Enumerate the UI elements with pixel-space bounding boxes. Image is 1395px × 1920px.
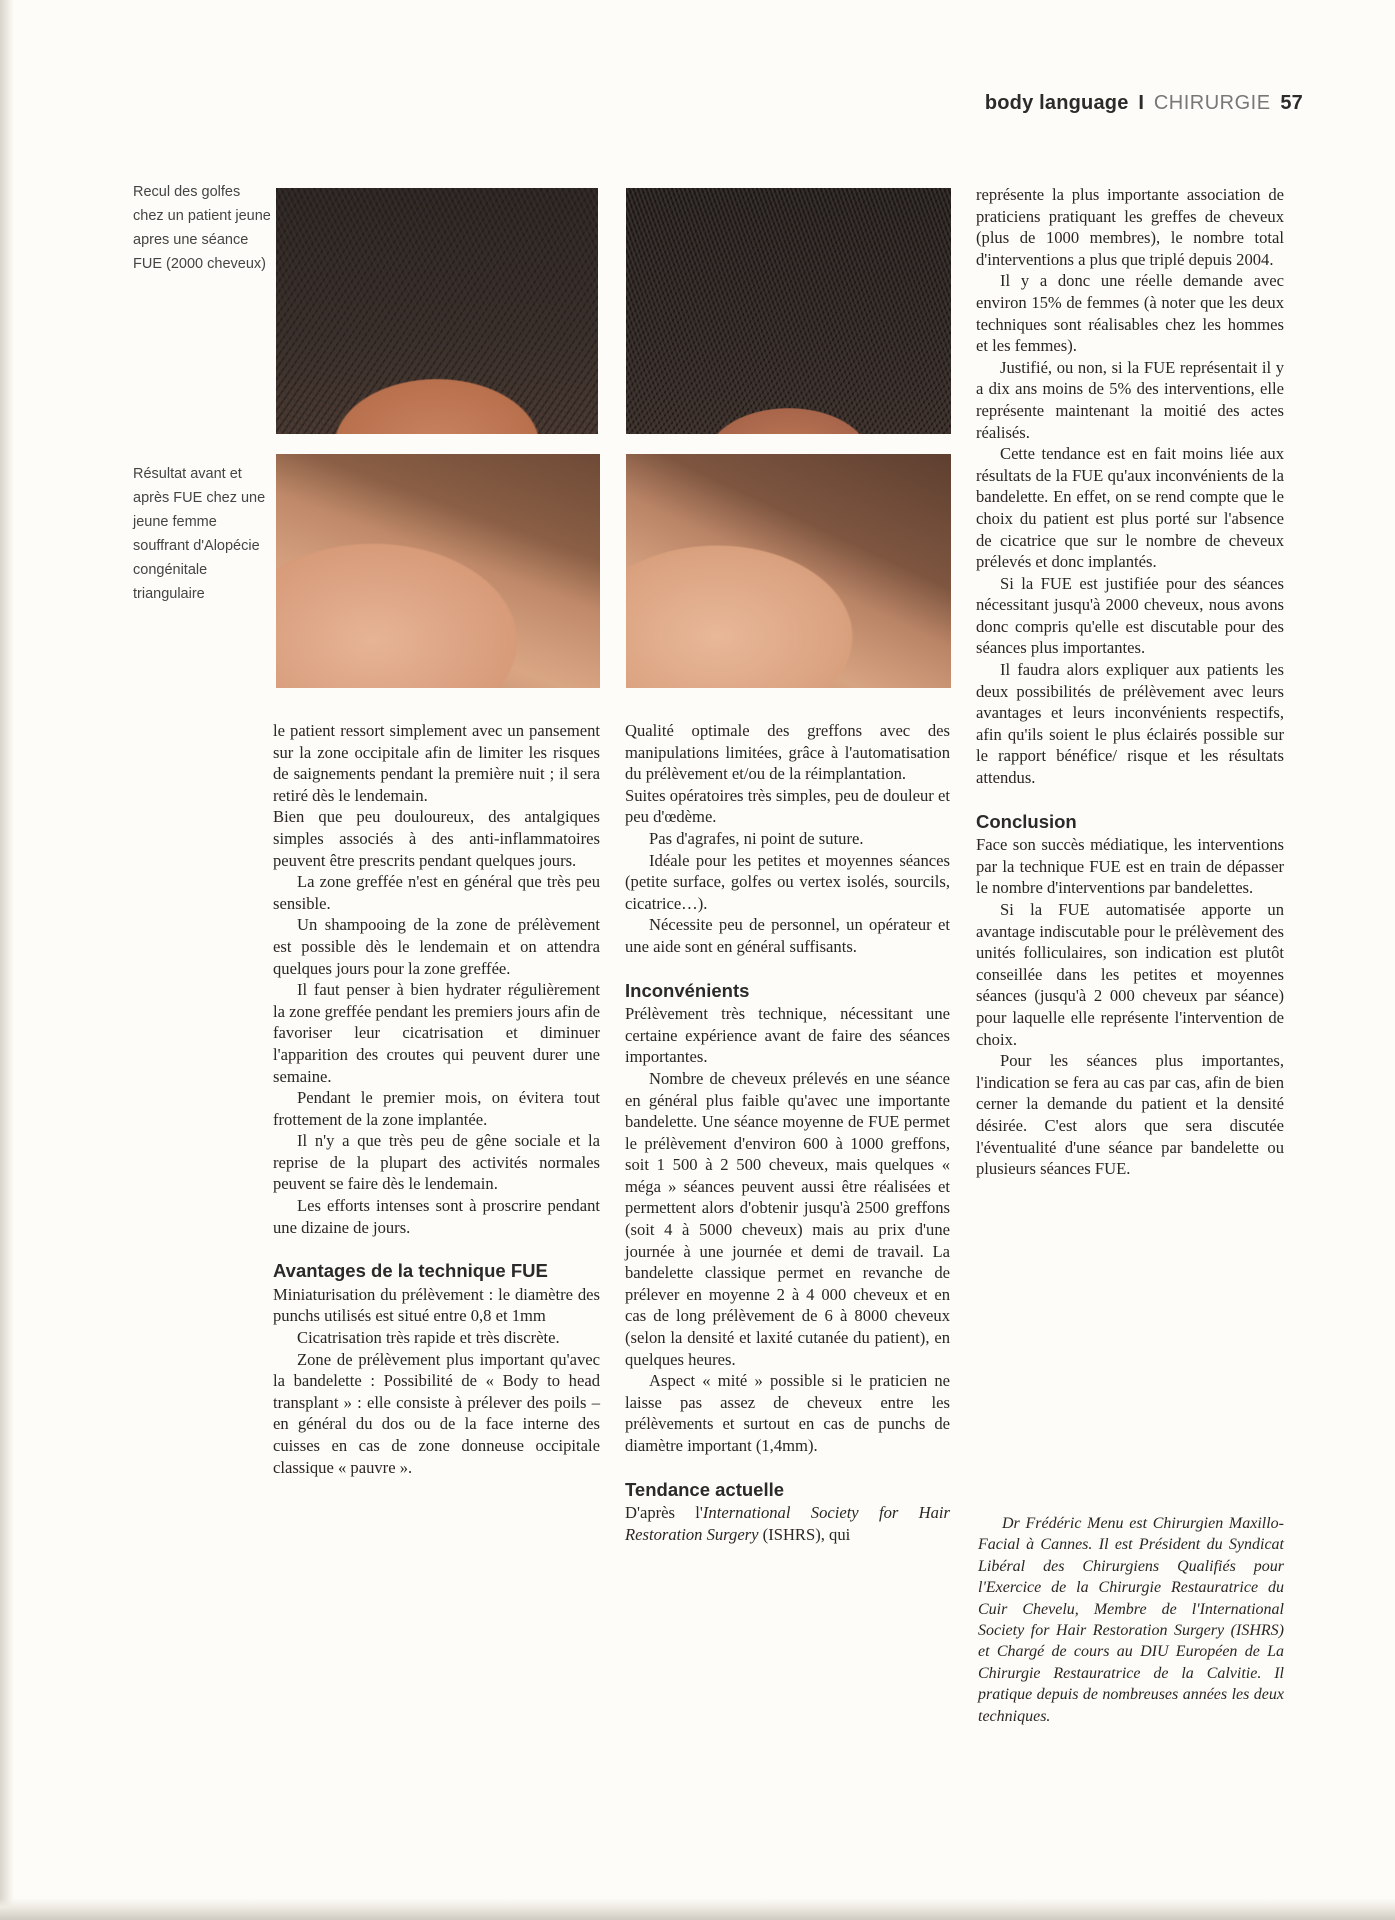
scan-edge — [0, 0, 14, 1920]
heading-avantages: Avantages de la technique FUE — [273, 1260, 548, 1282]
col3-paragraph: représente la plus importante association de praticiens pratiquant les greffes de cheveux (plus de 1000 membres), le nombre total d'interventions a plus que triplé depuis 2004. — [976, 185, 1284, 269]
col3-paragraph: Si la FUE automatisée apporte un avantage indiscutable pour le prélèvement des unités folliculaires, son indication est plutôt conseillée dans les petites et moyennes séances (jusqu'à 2 000 cheveux par séance) pour laquelle elle représente l'intervention de choix. — [976, 900, 1284, 1049]
magazine-brand: body language — [984, 92, 1129, 114]
col3-paragraph: Justifié, ou non, si la FUE représentait il y a dix ans moins de 5% des interventions, elle représente maintenant la moitié des actes réalisés. — [976, 357, 1284, 442]
running-header — [985, 92, 1303, 115]
col3-paragraph: Face son succès médiatique, les interventions par la technique FUE est en train de dépasser le nombre d'interventions par bandelettes. — [976, 835, 1284, 898]
col1-paragraph: Un shampooing de la zone de prélèvement est possible dès le lendemain et on attendra quelques jours pour la zone greffée. — [273, 915, 600, 978]
heading-conclusion: Conclusion — [976, 810, 1077, 832]
col1-paragraph: La zone greffée n'est en général que très peu sensible. — [273, 872, 600, 913]
col2-paragraph: Nécessite peu de personnel, un opérateur et une aide sont en général suffisants. — [625, 915, 950, 956]
column-3 — [976, 184, 1284, 1180]
column-1 — [273, 720, 600, 1478]
photo-caption-2: Résultat avant et après FUE chez une jeune femme souffrant d'Alopécie congénitale triangulaire — [133, 466, 266, 602]
col1-paragraph: Les efforts intenses sont à proscrire pendant une dizaine de jours. — [273, 1196, 600, 1237]
col3-paragraph: Il y a donc une réelle demande avec environ 15% de femmes (à noter que les deux techniques sont réalisables chez les hommes et les femmes). — [976, 271, 1284, 356]
page-number: 57 — [1280, 92, 1303, 114]
photo-caption-1: Recul des golfes chez un patient jeune apres une séance FUE (2000 cheveux) — [133, 184, 271, 272]
col1-paragraph: Il n'y a que très peu de gêne sociale et la reprise de la plupart des activités normales peuvent se faire dès le lendemain. — [273, 1131, 600, 1194]
col2-paragraph: Prélèvement très technique, nécessitant une certaine expérience avant de faire des séances importantes. — [625, 1004, 950, 1067]
col1-paragraph: Bien que peu douloureux, des antalgiques simples associés à des anti-inflammatoires peuvent être prescrits pendant quelques jours. — [273, 807, 600, 870]
tendance-suffix: (ISHRS), qui — [758, 1524, 851, 1544]
col1-paragraph: Pendant le premier mois, on évitera tout frottement de la zone implantée. — [273, 1088, 600, 1129]
photo-before-hairline-male — [276, 188, 598, 434]
heading-tendance: Tendance actuelle — [625, 1478, 785, 1500]
col1-paragraph: le patient ressort simplement avec un pansement sur la zone occipitale afin de limiter les risques de saignements pendant la première nuit ; il sera retiré dès le lendemain. — [273, 721, 600, 805]
scan-bottom-edge — [0, 1898, 1395, 1920]
col2-paragraph: Pas d'agrafes, ni point de suture. — [649, 828, 864, 848]
col2-paragraph: Qualité optimale des greffons avec des manipulations limitées, grâce à l'automatisation du prélèvement et/ou de la réimplantation. — [625, 721, 950, 784]
col2-paragraph: Idéale pour les petites et moyennes séances (petite surface, golfes ou vertex isolés, sourcils, cicatrice…). — [625, 850, 950, 913]
heading-inconvenients: Inconvénients — [625, 979, 750, 1001]
author-bio: Dr Frédéric Menu est Chirurgien Maxillo-Facial à Cannes. Il est Président du Syndicat Libéral des Chirurgiens Qualifiés pour l'Exercice de la Chirurgie Restauratrice du Cuir Chevelu, Membre de l'International Society for Hair Restoration Surgery (ISHRS) et Chargé de cours au DIU Européen de La Chirurgie Restauratrice de la Calvitie. Il pratique depuis de nombreuses années les deux techniques. — [978, 1515, 1284, 1725]
col1-paragraph: Cicatrisation très rapide et très discrète. — [297, 1328, 560, 1348]
photo-before-forehead-female — [276, 454, 600, 688]
col3-paragraph: Si la FUE est justifiée pour des séances nécessitant jusqu'à 2000 cheveux, nous avons donc compris qu'elle est discutable pour des séances plus importantes. — [976, 573, 1284, 658]
col2-paragraph-tendance — [625, 1502, 950, 1545]
col1-paragraph: Zone de prélèvement plus important qu'avec la bandelette : Possibilité de « Body to head transplant » : elle consiste à prélever des poils – en général du dos ou de la face interne des cuisses en cas de zone donneuse occipitale classique « pauvre ». — [273, 1349, 600, 1477]
header-separator: I — [1138, 92, 1145, 114]
col3-paragraph: Cette tendance est en fait moins liée aux résultats de la FUE qu'aux inconvénients de la bandelette. En effet, on se rend compte que le choix du patient est plus porté sur l'absence de cicatrice que sur le nombre de cheveux prélevés et donc implantés. — [976, 444, 1284, 572]
col3-paragraph: Pour les séances plus importantes, l'indication se fera au cas par cas, afin de bien cerner la demande du patient et la densité désirée. C'est alors que sera discutée l'éventualité d'une séance par bandelette ou plusieurs séances FUE. — [976, 1051, 1284, 1179]
col3-paragraph: Il faudra alors expliquer aux patients les deux possibilités de prélèvement avec leurs avantages et leurs inconvénients respectifs, afin qu'ils soient le plus éclairés possible sur le rapport bénéfice/ risque et les résultats attendus. — [976, 660, 1284, 788]
photo-after-forehead-female — [626, 454, 951, 688]
col2-paragraph: Suites opératoires très simples, peu de douleur et peu d'œdème. — [625, 785, 950, 827]
tendance-org-name: International Society for Hair Restoration Surgery — [625, 1503, 950, 1544]
section-name: CHIRURGIE — [1153, 92, 1271, 114]
col2-paragraph: Nombre de cheveux prélevés en une séance en général plus faible qu'avec une importante bandelette. Une séance moyenne de FUE permet le prélèvement d'environ 600 à 1000 greffons, soit 1 500 à 2 500 cheveux, mais quelques « méga » séances peuvent aussi être réalisées et permettent alors d'obtenir jusqu'à 2500 greffons (soit 4 à 5000 cheveux) mais au prix d'une journée à une journée et demi de travail. La bandelette classique permet en revanche de prélever en moyenne 2 à 4 000 cheveux et en cas de long prélèvement de 6 à 8000 cheveux (selon la densité et laxité cutanée du patient), en quelques heures. — [625, 1068, 950, 1369]
col1-paragraph: Il faut penser à bien hydrater régulièrement la zone greffée pendant les premiers jours afin de favoriser leur cicatrisation et diminuer l'apparition des croutes qui peuvent durer une semaine. — [273, 980, 600, 1086]
tendance-prefix: D'après l' — [625, 1503, 703, 1523]
column-2 — [625, 720, 950, 1545]
photo-after-hairline-male — [626, 188, 951, 434]
col2-paragraph: Aspect « mité » possible si le praticien ne laisse pas assez de cheveux entre les prélèvements et surtout en cas de punchs de diamètre important (1,4mm). — [625, 1371, 950, 1455]
col1-paragraph: Miniaturisation du prélèvement : le diamètre des punchs utilisés est situé entre 0,8 et 1mm — [273, 1284, 600, 1326]
